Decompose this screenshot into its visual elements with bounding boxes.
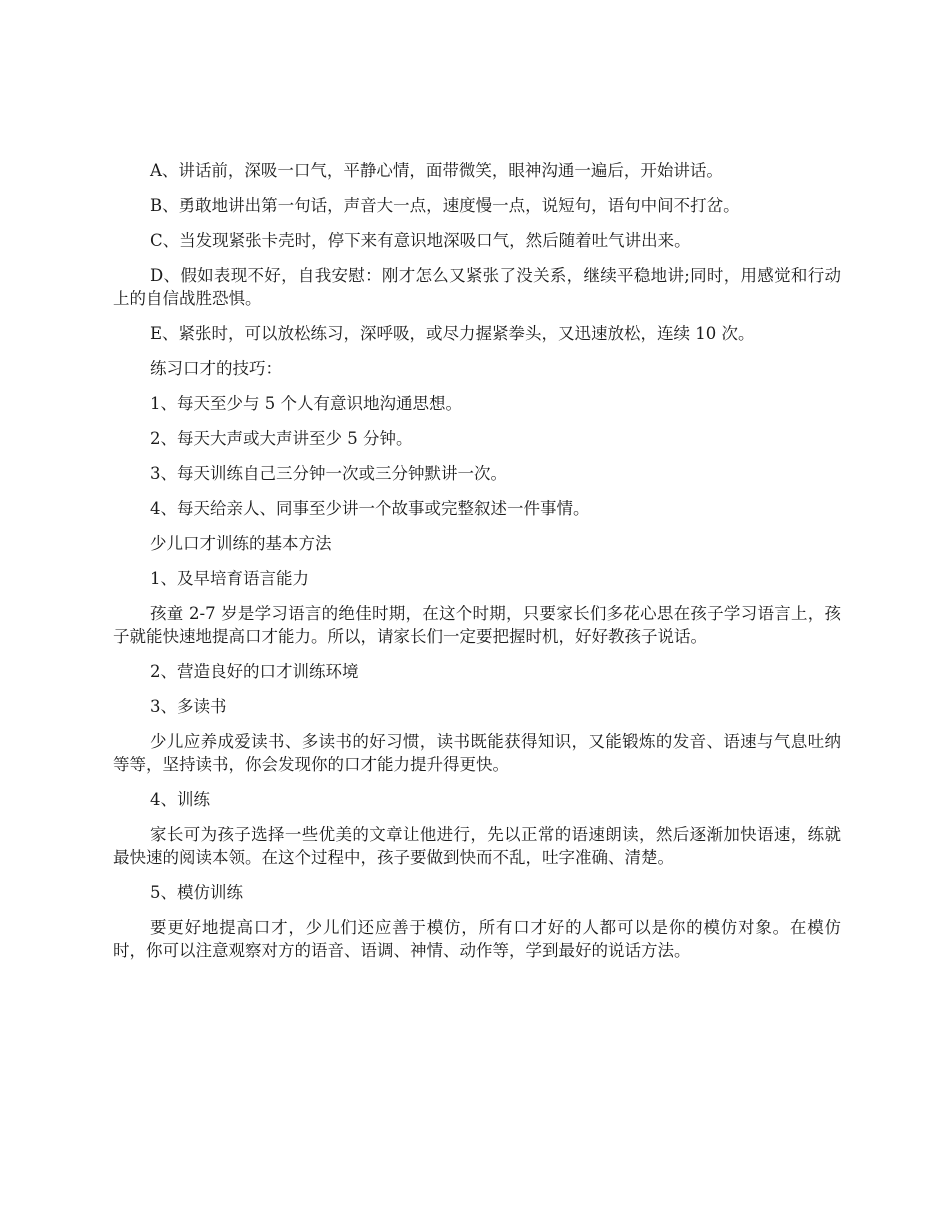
section-heading-practice-tips: 练习口才的技巧： (150, 359, 282, 378)
method-body-4: 家长可为孩子选择一些优美的文章让他进行，先以正常的语速朗读，然后逐渐加快语速，练就最快速的阅读本领。在这个过程中，孩子要做到快而不乱，吐字准确、清楚。 (113, 825, 841, 867)
method-heading-5: 5、模仿训练 (150, 883, 243, 902)
method-heading-2: 2、营造良好的口才训练环境 (150, 662, 359, 681)
method-heading-4: 4、训练 (150, 790, 210, 809)
method-body-3: 少儿应养成爱读书、多读书的好习惯，读书既能获得知识，又能锻炼的发音、语速与气息吐纳等等，坚持读书，你会发现你的口才能力提升得更快。 (113, 732, 841, 774)
practice-item-2: 2、每天大声或大声讲至少 5 分钟。 (150, 429, 413, 448)
practice-item-4: 4、每天给亲人、同事至少讲一个故事或完整叙述一件事情。 (150, 499, 590, 518)
document-body (113, 159, 841, 974)
paragraph-tip-b: B、勇敢地讲出第一句话，声音大一点，速度慢一点，说短句，语句中间不打岔。 (150, 196, 740, 215)
paragraph-tip-c: C、当发现紧张卡壳时，停下来有意识地深吸口气，然后随着吐气讲出来。 (150, 231, 691, 250)
method-body-5: 要更好地提高口才，少儿们还应善于模仿，所有口才好的人都可以是你的模仿对象。在模仿时，你可以注意观察对方的语音、语调、神情、动作等，学到最好的说话方法。 (113, 918, 841, 960)
paragraph-tip-e: E、紧张时，可以放松练习，深呼吸，或尽力握紧拳头，又迅速放松，连续 10 次。 (150, 324, 755, 343)
practice-item-3: 3、每天训练自己三分钟一次或三分钟默讲一次。 (150, 464, 507, 483)
method-heading-1: 1、及早培育语言能力 (150, 569, 309, 588)
method-heading-3: 3、多读书 (150, 697, 227, 716)
practice-item-1: 1、每天至少与 5 个人有意识地沟通思想。 (150, 394, 462, 413)
paragraph-tip-d: D、假如表现不好，自我安慰：刚才怎么又紧张了没关系，继续平稳地讲;同时，用感觉和行动上的自信战胜恐惧。 (113, 266, 841, 308)
method-body-1: 孩童 2-7 岁是学习语言的绝佳时期，在这个时期，只要家长们多花心思在孩子学习语言上，孩子就能快速地提高口才能力。所以，请家长们一定要把握时机，好好教孩子说话。 (113, 604, 841, 646)
paragraph-tip-a: A、讲话前，深吸一口气，平静心情，面带微笑，眼神沟通一遍后，开始讲话。 (150, 161, 723, 180)
section-heading-children-methods: 少儿口才训练的基本方法 (150, 534, 332, 553)
